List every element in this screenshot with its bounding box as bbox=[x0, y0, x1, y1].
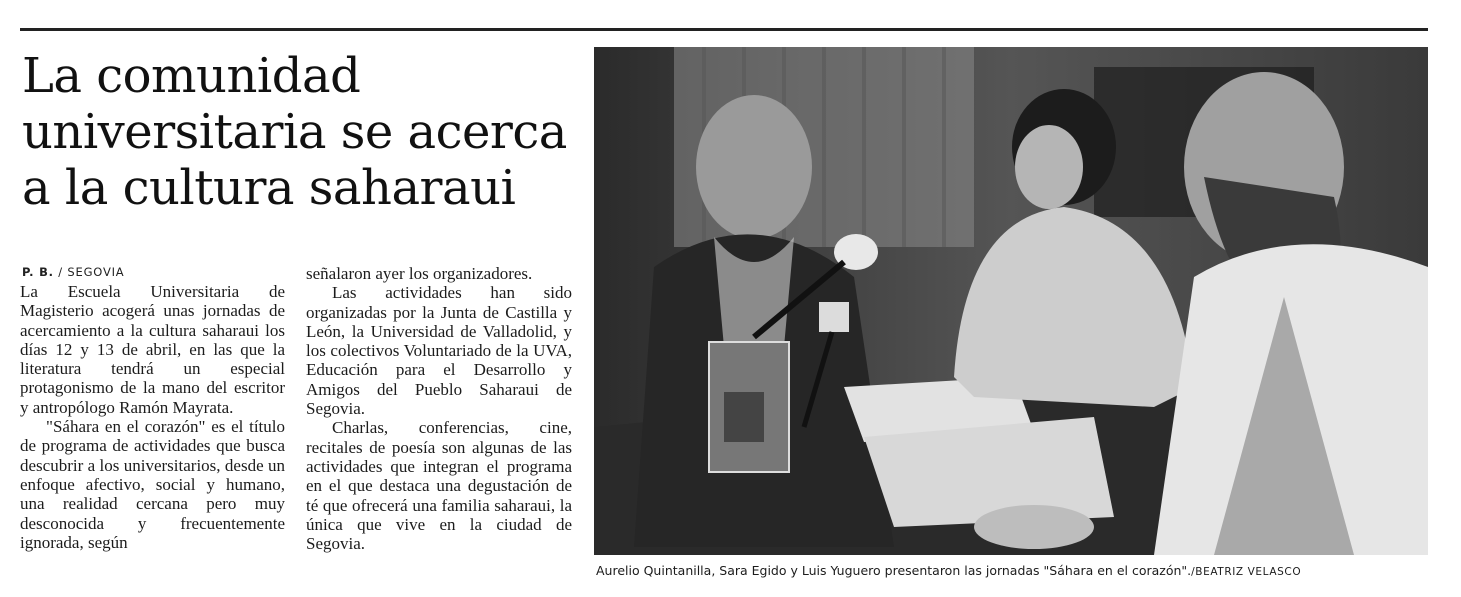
paragraph: Las actividades han sido organizadas por la Junta de Castilla y León, la Universidad de Valladolid, y los colectivos Voluntariado de la UVA, Educación para el Desarrollo y Amigos del Pueblo Saharaui de Segovia. bbox=[306, 283, 572, 419]
paragraph: Charlas, conferencias, cine, recitales de poesía son algunas de las actividades que integran el programa en el que destaca una degustación de té que ofrecerá una familia saharaui, la única que vive en la ciudad de Segovia. bbox=[306, 418, 572, 554]
byline-location: SEGOVIA bbox=[67, 265, 125, 279]
headline-line-1: La comunidad bbox=[22, 48, 361, 104]
headline-line-3: a la cultura saharaui bbox=[22, 160, 516, 216]
top-rule bbox=[20, 28, 1428, 31]
headline bbox=[22, 48, 582, 216]
caption-credit: /BEATRIZ VELASCO bbox=[1191, 566, 1302, 578]
press-photo-image bbox=[594, 47, 1428, 555]
paragraph: "Sáhara en el corazón" es el título de programa de actividades que busca descubrir a los universitarios, desde un enfoque afectivo, social y humano, una realidad cercana pero muy desconocida y frecuentemente ignorada, según bbox=[20, 417, 285, 552]
headline-line-2: universitaria se acerca bbox=[22, 104, 567, 160]
article-column-2 bbox=[306, 264, 572, 553]
byline-separator: / bbox=[53, 265, 68, 279]
caption-text: Aurelio Quintanilla, Sara Egido y Luis Yuguero presentaron las jornadas "Sáhara en el corazón". bbox=[596, 563, 1192, 578]
article-column-1 bbox=[20, 282, 285, 552]
photo-caption bbox=[596, 563, 1436, 578]
press-photo bbox=[594, 47, 1428, 555]
byline-author: P. B. bbox=[22, 265, 54, 279]
paragraph: La Escuela Universitaria de Magisterio acogerá unas jornadas de acercamiento a la cultura saharaui los días 12 y 13 de abril, en las que la literatura tendrá un especial protagonismo de la mano del escritor y antropólogo Ramón Mayrata. bbox=[20, 282, 285, 417]
byline bbox=[22, 265, 124, 279]
paragraph: señalaron ayer los organizadores. bbox=[306, 264, 533, 283]
